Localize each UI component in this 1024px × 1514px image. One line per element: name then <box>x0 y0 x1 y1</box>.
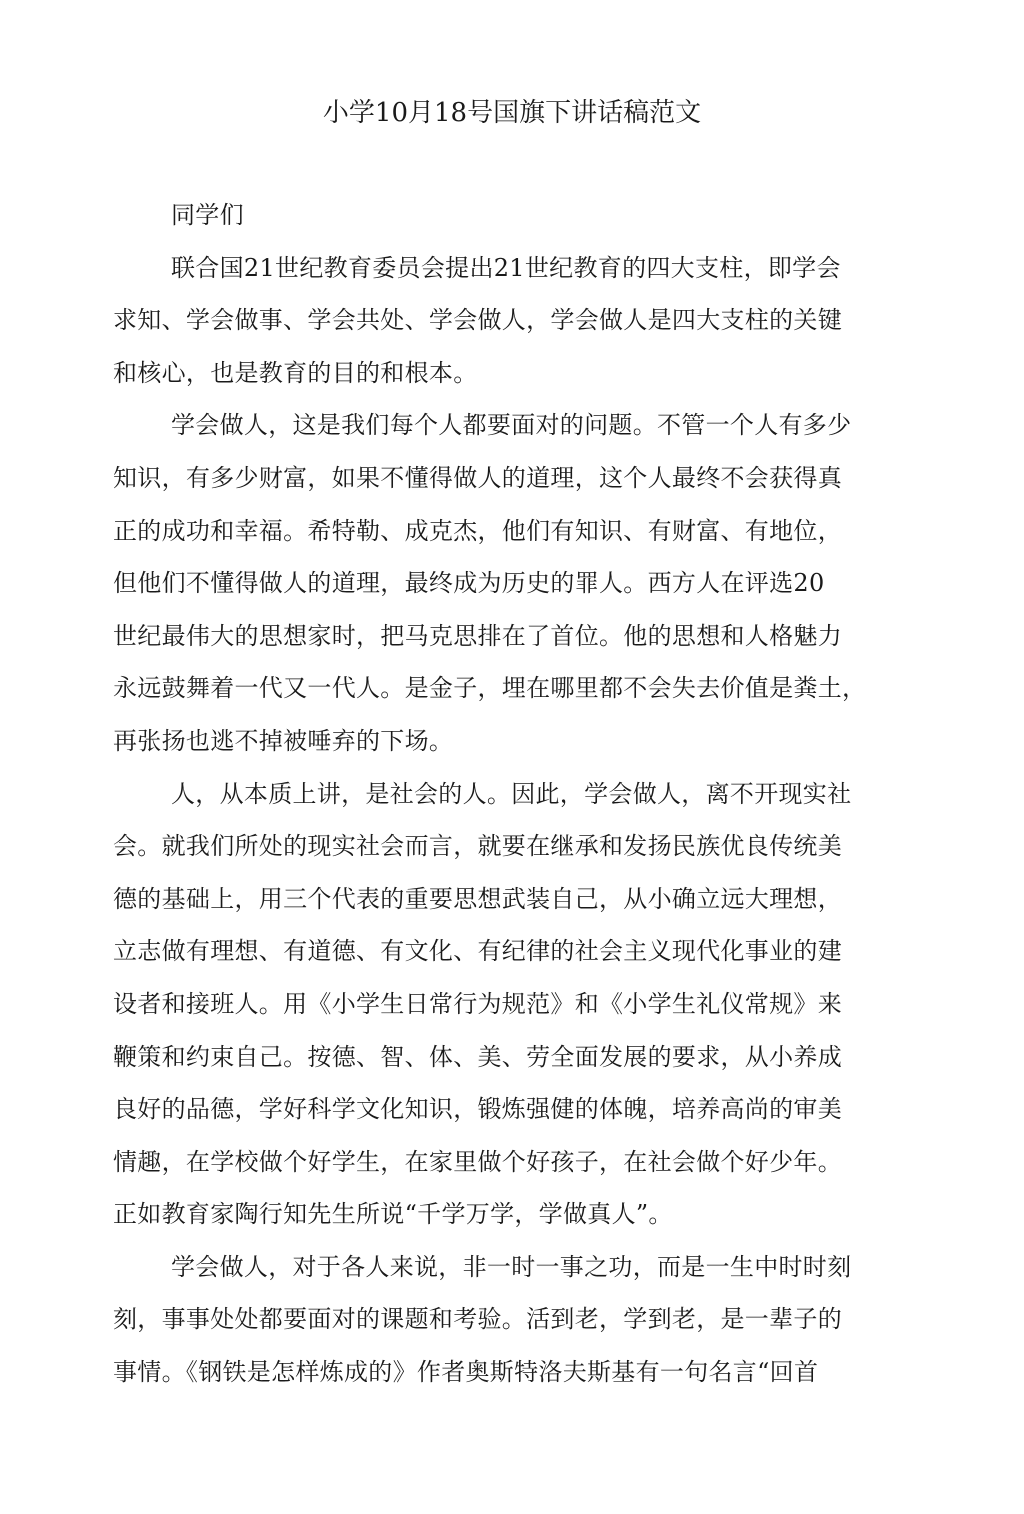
paragraph-3-line-1: 人，从本质上讲，是社会的人。因此，学会做人，离不开现实社 <box>171 779 852 808</box>
paragraph-1-line-1: 联合国21世纪教育委员会提出21世纪教育的四大支柱，即学会 <box>171 253 841 282</box>
paragraph-4-line-3: 事情。《钢铁是怎样炼成的》作者奥斯特洛夫斯基有一句名言“回首 <box>113 1358 819 1387</box>
paragraph-1-line-2: 求知、学会做事、学会共处、学会做人，学会做人是四大支柱的关键 <box>113 306 842 335</box>
paragraph-4-line-1: 学会做人，对于各人来说，非一时一事之功，而是一生中时时刻 <box>171 1252 852 1281</box>
paragraph-2-line-7: 再张扬也逃不掉被唾弃的下场。 <box>113 726 454 755</box>
paragraph-1-line-3: 和核心，也是教育的目的和根本。 <box>113 358 478 387</box>
paragraph-2-line-5: 世纪最伟大的思想家时，把马克思排在了首位。他的思想和人格魅力 <box>113 621 842 650</box>
paragraph-3-line-4: 立志做有理想、有道德、有文化、有纪律的社会主义现代化事业的建 <box>113 937 842 966</box>
document-body <box>113 198 873 1408</box>
paragraph-3-line-2: 会。就我们所处的现实社会而言，就要在继承和发扬民族优良传统美 <box>113 832 842 861</box>
paragraph-3-line-6: 鞭策和约束自己。按德、智、体、美、劳全面发展的要求，从小养成 <box>113 1042 842 1071</box>
paragraph-2-line-1: 学会做人，这是我们每个人都要面对的问题。不管一个人有多少 <box>171 411 852 440</box>
document-title: 小学10月18号国旗下讲话稿范文 <box>322 98 702 128</box>
paragraph-3-line-3: 德的基础上，用三个代表的重要思想武装自己，从小确立远大理想， <box>113 884 842 913</box>
salutation-line: 同学们 <box>171 201 244 229</box>
paragraph-2-line-3: 正的成功和幸福。希特勒、成克杰，他们有知识、有财富、有地位， <box>113 516 842 545</box>
paragraph-3-line-5: 设者和接班人。用《小学生日常行为规范》和《小学生礼仪常规》来 <box>113 989 842 1018</box>
paragraph-2-line-6: 永远鼓舞着一代又一代人。是金子，埋在哪里都不会失去价值是粪土， <box>113 674 867 703</box>
paragraph-2-line-2: 知识，有多少财富，如果不懂得做人的道理，这个人最终不会获得真 <box>113 463 842 492</box>
paragraph-4-line-2: 刻，事事处处都要面对的课题和考验。活到老，学到老，是一辈子的 <box>113 1305 842 1334</box>
paragraph-2-line-4: 但他们不懂得做人的道理，最终成为历史的罪人。西方人在评选20 <box>113 569 825 598</box>
paragraph-3-line-7: 良好的品德，学好科学文化知识，锻炼强健的体魄，培养高尚的审美 <box>113 1095 842 1124</box>
paragraph-3-line-9: 正如教育家陶行知先生所说“千学万学，学做真人”。 <box>113 1200 673 1229</box>
paragraph-3-line-8: 情趣，在学校做个好学生，在家里做个好孩子，在社会做个好少年。 <box>113 1147 842 1176</box>
